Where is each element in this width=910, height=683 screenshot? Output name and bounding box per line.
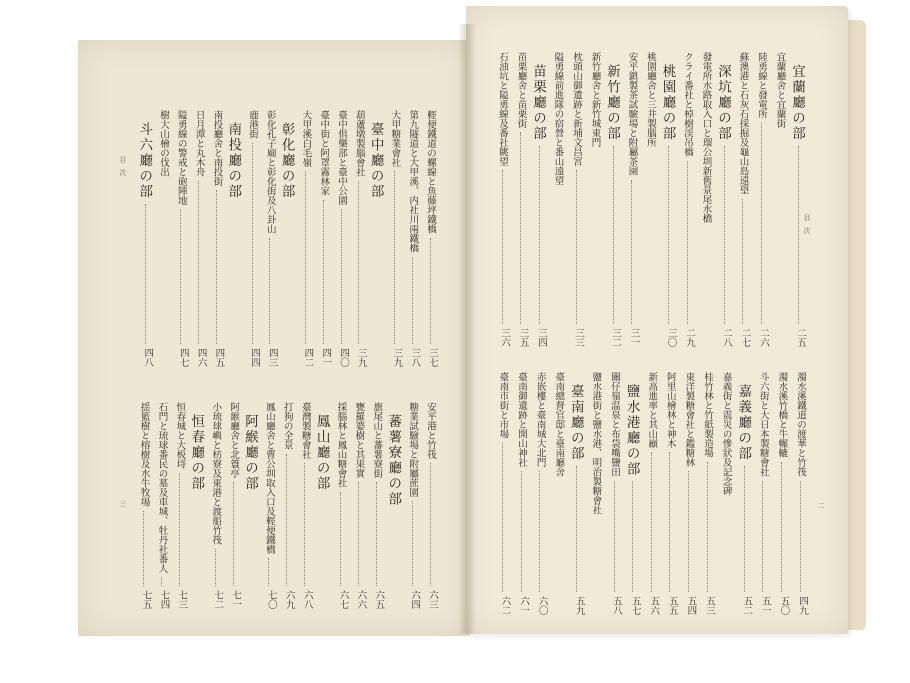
toc-page-number: 六四 bbox=[409, 590, 421, 609]
toc-section-title: 臺南廳の部 bbox=[567, 384, 584, 462]
toc-page-number: 三〇 bbox=[665, 328, 677, 347]
toc-section-title: 新竹廳の部 bbox=[604, 64, 620, 142]
toc-page-number: 五八 bbox=[611, 596, 622, 615]
toc-dot-leader bbox=[707, 462, 709, 593]
toc-dot-leader bbox=[340, 492, 342, 587]
toc-dot-leader bbox=[668, 146, 670, 325]
toc-dot-leader bbox=[744, 466, 746, 593]
toc-dot-leader bbox=[631, 180, 633, 325]
toc-entry: 旗尾山と蕃薯寮街 bbox=[371, 402, 383, 478]
toc-dot-leader bbox=[358, 482, 360, 586]
toc-dot-leader bbox=[781, 462, 783, 593]
toc-entry: 關仔嶺温泉と布袋嘴鹽田 bbox=[609, 372, 620, 477]
toc-entry: 臺南總督官邸と臺南廳舍 bbox=[553, 372, 565, 477]
toc-dot-leader bbox=[613, 146, 615, 325]
toc-dot-leader bbox=[286, 454, 288, 587]
toc-dot-leader bbox=[632, 481, 634, 592]
toc-entry: 阿緱廳舍と北簑亭 bbox=[228, 402, 240, 478]
toc-page-number: 四二 bbox=[302, 348, 314, 367]
toc-section-title: 恒春廳の部 bbox=[188, 414, 205, 492]
toc-page-number: 三六 bbox=[499, 328, 510, 347]
toc-dot-leader bbox=[430, 238, 432, 345]
toc-page-number: 二六 bbox=[758, 328, 769, 347]
toc-dot-leader bbox=[341, 209, 343, 344]
toc-section-title: 鹽水港廳の部 bbox=[623, 384, 640, 477]
toc-entry: 打狗の全景 bbox=[281, 402, 293, 450]
toc-dot-leader bbox=[502, 170, 504, 324]
toc-dot-leader bbox=[198, 181, 200, 345]
toc-page-number: 四三 bbox=[266, 348, 278, 367]
toc-entry: 日月潭と丸木舟 bbox=[193, 110, 205, 177]
toc-dot-leader bbox=[430, 463, 432, 586]
toc-page-number: 四四 bbox=[249, 348, 260, 367]
toc-dot-leader bbox=[688, 471, 690, 592]
toc-entry: 糖業試驗場と附屬蔗園 bbox=[407, 402, 419, 497]
toc-section-title: 苗栗廳の部 bbox=[530, 64, 546, 142]
toc-entry: 陸勇線と發電所 bbox=[756, 52, 767, 119]
toc-page-number: 三二 bbox=[610, 328, 621, 347]
toc-dot-leader bbox=[576, 466, 578, 593]
toc-page-number: 七二 bbox=[212, 590, 224, 609]
toc-page-number: 二七 bbox=[739, 328, 751, 347]
toc-page-number: 六三 bbox=[427, 590, 438, 609]
toc-page-number: 五九 bbox=[573, 596, 585, 615]
toc-dot-leader bbox=[143, 511, 145, 587]
toc-page-number: 五四 bbox=[685, 596, 697, 615]
toc-page-number: 六一 bbox=[518, 596, 529, 615]
toc-entry: 葫蘆墩製腦會社 bbox=[353, 110, 365, 177]
toc-page-number: 三七 bbox=[427, 348, 438, 367]
toc-dot-leader bbox=[539, 146, 541, 325]
toc-dot-leader bbox=[412, 257, 414, 345]
toc-entry: 石油坑と隘勇線及番社眺望 bbox=[497, 52, 508, 166]
toc-page-number: 四五 bbox=[213, 348, 225, 367]
toc-page-number: 三八 bbox=[409, 348, 421, 367]
toc-section-title: 斗六廳の部 bbox=[136, 122, 153, 200]
toc-entry: 發電所水路取入口と瑠公圳新舊景尾水橋 bbox=[700, 52, 712, 223]
toc-section-title: 嘉義廳の部 bbox=[735, 384, 752, 462]
toc-entry: 嘉義街と震災の慘狀及記念碑 bbox=[720, 372, 732, 496]
toc-entry: 鹿港街 bbox=[247, 110, 258, 139]
toc-entry: 宜蘭廳舍と宜蘭街 bbox=[774, 52, 786, 128]
toc-page-number: 六七 bbox=[337, 590, 349, 609]
toc-entry: 臺灣製糖會社 bbox=[299, 402, 311, 459]
toc-entry: 桂竹林と竹紙製造場 bbox=[702, 372, 713, 458]
toc-dot-leader bbox=[800, 481, 802, 593]
toc-dot-leader bbox=[502, 443, 504, 593]
toc-dot-leader bbox=[724, 146, 726, 325]
toc-page-number: 五三 bbox=[704, 596, 715, 615]
toc-entry: 臺中街と阿罩霧林家 bbox=[318, 110, 330, 196]
toc-entry: 東洋製糖會社と鑑糖林 bbox=[683, 372, 695, 467]
toc-entry: 石門と琉球番民の墓及車城、牡丹社番人 bbox=[156, 402, 168, 573]
toc-page-number: 七五 bbox=[140, 590, 152, 609]
toc-entry: 恒春城と大板埒 bbox=[174, 402, 186, 469]
toc-entry: 桃園廳舍と三井製腦所 bbox=[645, 52, 656, 147]
toc-dot-leader bbox=[145, 204, 147, 345]
toc-section-title: 深坑廳の部 bbox=[715, 64, 731, 142]
toc-page-number: 七四 bbox=[158, 590, 170, 609]
toc-page-number: 三四 bbox=[536, 328, 547, 347]
toc-section-title: 彰化廳の部 bbox=[278, 122, 295, 200]
toc-page-number: 二八 bbox=[721, 328, 732, 347]
toc-page-number: 三五 bbox=[517, 328, 529, 347]
toc-dot-leader bbox=[614, 481, 616, 593]
toc-dot-leader bbox=[215, 549, 217, 587]
toc-dot-leader bbox=[687, 161, 689, 325]
toc-entry: 濁水溪竹橋と牛輾轆 bbox=[776, 372, 788, 458]
toc-page-number: 五一 bbox=[759, 596, 771, 615]
toc-section-title: 宜蘭廳の部 bbox=[789, 64, 805, 142]
toc-entry: 小琉球嶼と枋寮及東港と渡船竹筏 bbox=[210, 402, 222, 545]
toc-entry: 枕頭山御遺跡と新埔文昌宮 bbox=[571, 52, 582, 166]
toc-entry: 苗栗廳舍と苗栗街 bbox=[515, 52, 527, 128]
toc-entry: 臺南御遺跡と開山神社 bbox=[516, 372, 527, 467]
toc-page-number: 五二 bbox=[741, 596, 753, 615]
toc-section-title: 臺中廳の部 bbox=[367, 122, 384, 200]
toc-entry: 阿里山檜林と神木 bbox=[664, 372, 676, 448]
toc-dot-leader bbox=[161, 577, 163, 586]
toc-page-number: 四〇 bbox=[338, 348, 349, 367]
toc-page-number: 五〇 bbox=[778, 596, 790, 615]
toc-entry: 安平港と竹筏 bbox=[425, 402, 436, 459]
toc-page-number: 三九 bbox=[355, 348, 367, 367]
left-page-side-number: 三 bbox=[119, 500, 127, 507]
toc-page-number: 四八 bbox=[142, 348, 154, 367]
toc-section-title: 南投廳の部 bbox=[225, 122, 242, 200]
toc-page-number: 七三 bbox=[176, 590, 188, 609]
toc-entry: クライ番社と棹樹渓吊橋 bbox=[682, 52, 693, 157]
toc-entry: 安平鎮製茶試驗場と附屬茶園 bbox=[626, 52, 638, 176]
toc-page-number: 三一 bbox=[628, 328, 640, 347]
toc-page-number: 五七 bbox=[629, 596, 641, 615]
toc-section-title: 桃園廳の部 bbox=[659, 64, 676, 142]
toc-section-title: 蕃薯寮廳の部 bbox=[385, 414, 402, 507]
toc-dot-leader bbox=[252, 143, 254, 345]
toc-entry: 鳳山廳舍と曹公圳取入口及輕便鐵橋 bbox=[263, 402, 275, 554]
right-page-side-number: 二 bbox=[817, 502, 825, 509]
book-gutter bbox=[458, 24, 476, 634]
toc-page-number: 三九 bbox=[391, 348, 403, 367]
toc-section-title: 阿緱廳の部 bbox=[242, 414, 258, 492]
toc-entry: 輕便鐵道の螺線と魚藤坪鐵橋 bbox=[425, 110, 436, 234]
toc-dot-leader bbox=[305, 171, 307, 344]
toc-page-number: 五五 bbox=[666, 596, 678, 615]
toc-page-number: 四六 bbox=[195, 348, 207, 367]
toc-dot-leader bbox=[520, 132, 522, 324]
toc-dot-leader bbox=[358, 181, 360, 345]
toc-dot-leader bbox=[304, 463, 306, 586]
toc-entry: 大甲糖業會社 bbox=[389, 110, 401, 167]
toc-dot-leader bbox=[412, 501, 414, 586]
toc-page-number: 三三 bbox=[573, 328, 584, 347]
left-page-header: 目次 bbox=[119, 156, 127, 182]
toc-page-number: 六八 bbox=[301, 590, 313, 609]
toc-page-number: 七〇 bbox=[265, 590, 277, 609]
toc-entry: 南投廳舍と南投街 bbox=[211, 110, 223, 186]
toc-page-number: 四一 bbox=[320, 348, 332, 367]
toc-entry: 新高進率と其山巓 bbox=[646, 372, 658, 448]
right-page-header: 目次 bbox=[803, 214, 811, 240]
toc-dot-leader bbox=[180, 209, 182, 344]
toc-entry: 濁水溪鐵道の渡華と竹筏 bbox=[795, 372, 806, 477]
toc-entry: 樹大山檜の伐出 bbox=[158, 110, 169, 177]
toc-entry: 斗六街と大日本製糖會社 bbox=[757, 372, 769, 477]
toc-entry: 蘇澳港と石灰石採掘及龜山島遠望 bbox=[737, 52, 749, 195]
toc-dot-leader bbox=[376, 482, 378, 586]
toc-entry: 揺籃樹と榕樹及水牛牧場 bbox=[138, 402, 150, 507]
toc-page-number: 六二 bbox=[499, 596, 511, 615]
toc-dot-leader bbox=[233, 482, 235, 586]
toc-dot-leader bbox=[798, 146, 800, 325]
toc-dot-leader bbox=[179, 473, 181, 587]
toc-entry: 臺南市街と市場 bbox=[497, 372, 509, 439]
toc-dot-leader bbox=[762, 481, 764, 593]
toc-page-number: 五六 bbox=[648, 596, 660, 615]
toc-page-number: 六六 bbox=[355, 590, 367, 609]
toc-page-number: 二九 bbox=[684, 328, 695, 347]
toc-page-number: 四七 bbox=[177, 348, 189, 367]
toc-page-number: 二五 bbox=[795, 328, 806, 347]
toc-page-number: 四九 bbox=[797, 596, 808, 615]
toc-dot-leader bbox=[394, 171, 396, 344]
toc-entry: 新竹廳舍と新竹城東門 bbox=[589, 52, 601, 147]
toc-dot-leader bbox=[268, 558, 270, 586]
toc-entry: 隘勇線前進隊の宿營と番山遠望 bbox=[552, 52, 564, 185]
toc-section-title: 鳳山廳の部 bbox=[313, 414, 330, 492]
toc-entry: 隘勇線の警戒と砲陣地 bbox=[175, 110, 187, 205]
toc-entry: 第九隧道と大甲溪、内社川兩鐵橋 bbox=[407, 110, 419, 253]
toc-dot-leader bbox=[539, 471, 541, 592]
toc-dot-leader bbox=[323, 200, 325, 345]
toc-dot-leader bbox=[521, 471, 523, 592]
toc-entry: 鹽水港街と鹽水港、明治製糖會社 bbox=[590, 372, 602, 515]
toc-page-number: 六九 bbox=[283, 590, 295, 609]
toc-dot-leader bbox=[669, 452, 671, 592]
toc-entry: 赤嵌樓と臺南城大北門 bbox=[534, 372, 546, 467]
toc-dot-leader bbox=[216, 190, 218, 344]
toc-dot-leader bbox=[742, 199, 744, 325]
toc-page-number: 七一 bbox=[230, 590, 242, 609]
toc-page-number: 六〇 bbox=[536, 596, 548, 615]
toc-dot-leader bbox=[761, 123, 763, 325]
toc-entry: 甕羅婆樹と其果實 bbox=[353, 402, 365, 478]
toc-page-number: 六五 bbox=[373, 590, 385, 609]
toc-entry: 彰化孔子廟と彰化街及八卦山 bbox=[264, 110, 276, 234]
toc-dot-leader bbox=[651, 452, 653, 592]
toc-entry: 大甲溪白毛嶺 bbox=[300, 110, 312, 167]
toc-dot-leader bbox=[269, 238, 271, 345]
toc-dot-leader bbox=[576, 170, 578, 324]
toc-entry: 採腦林と鳳山糖會社 bbox=[335, 402, 347, 488]
toc-entry: 臺中倶樂部と臺中公園 bbox=[336, 110, 347, 205]
